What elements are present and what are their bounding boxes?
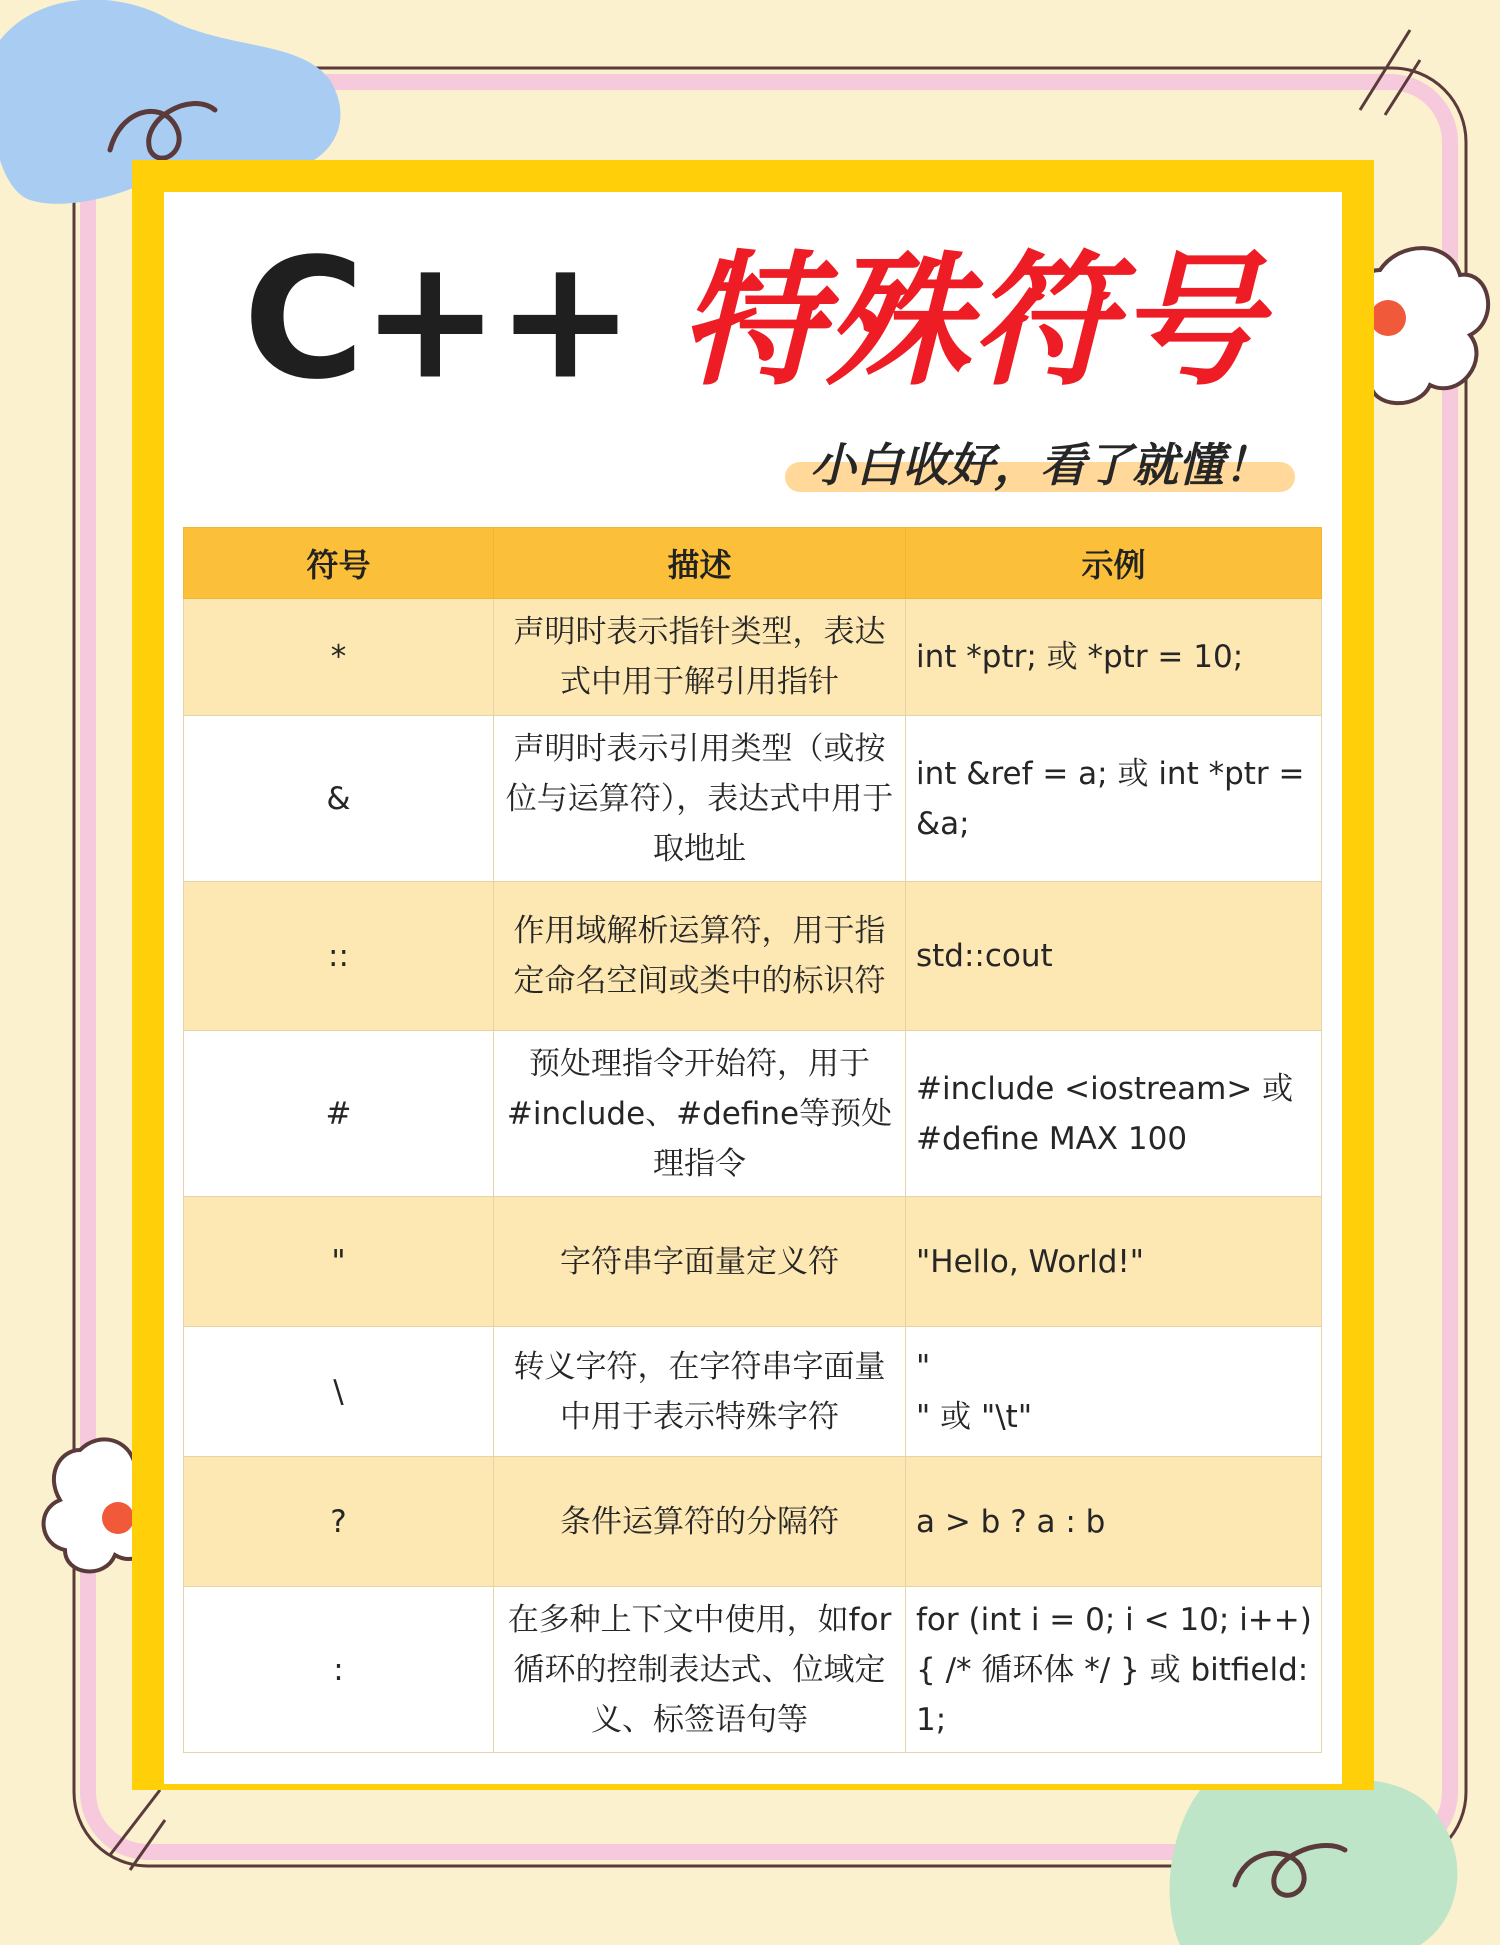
header-symbol: 符号 xyxy=(184,528,494,599)
subtitle: 小白收好，看了就懂！ xyxy=(810,438,1270,492)
description-cell: 预处理指令开始符，用于#include、#define等预处理指令 xyxy=(494,1031,906,1197)
table-row xyxy=(184,882,1322,1031)
title-chinese: 特殊符号 xyxy=(679,236,1264,405)
symbol-cell: * xyxy=(184,599,494,716)
example-cell: for (int i = 0; i < 10; i++) { /* 循环体 */ } 或 bitfield: 1; xyxy=(906,1587,1322,1753)
example-cell: a > b ? a : b xyxy=(906,1457,1322,1587)
symbol-cell: : xyxy=(184,1587,494,1753)
symbol-cell: :: xyxy=(184,882,494,1031)
example-cell: " " 或 "\t" xyxy=(906,1327,1322,1457)
example-cell: int &ref = a; 或 int *ptr = &a; xyxy=(906,716,1322,882)
table-row xyxy=(184,716,1322,882)
page-title xyxy=(164,223,1342,417)
header-example: 示例 xyxy=(906,528,1322,599)
table-row xyxy=(184,1457,1322,1587)
table-row xyxy=(184,1587,1322,1753)
description-cell: 字符串字面量定义符 xyxy=(494,1197,906,1327)
table-row xyxy=(184,1031,1322,1197)
table-row xyxy=(184,1327,1322,1457)
symbol-cell: \ xyxy=(184,1327,494,1457)
symbol-cell: ? xyxy=(184,1457,494,1587)
description-cell: 作用域解析运算符，用于指定命名空间或类中的标识符 xyxy=(494,882,906,1031)
symbols-table xyxy=(183,527,1322,1753)
header-description: 描述 xyxy=(494,528,906,599)
description-cell: 声明时表示引用类型（或按位与运算符），表达式中用于取地址 xyxy=(494,716,906,882)
example-cell: int *ptr; 或 *ptr = 10; xyxy=(906,599,1322,716)
description-cell: 条件运算符的分隔符 xyxy=(494,1457,906,1587)
description-cell: 声明时表示指针类型，表达式中用于解引用指针 xyxy=(494,599,906,716)
table-row xyxy=(184,1197,1322,1327)
title-code: C++ xyxy=(242,223,631,417)
example-cell: std::cout xyxy=(906,882,1322,1031)
symbol-cell: & xyxy=(184,716,494,882)
example-cell: "Hello, World!" xyxy=(906,1197,1322,1327)
symbol-cell: # xyxy=(184,1031,494,1197)
example-cell: #include <iostream> 或 #define MAX 100 xyxy=(906,1031,1322,1197)
table-header-row xyxy=(184,528,1322,599)
subtitle-container xyxy=(785,432,1295,502)
description-cell: 转义字符，在字符串字面量中用于表示特殊字符 xyxy=(494,1327,906,1457)
green-blob xyxy=(1170,1764,1458,1945)
description-cell: 在多种上下文中使用，如for循环的控制表达式、位域定义、标签语句等 xyxy=(494,1587,906,1753)
table-row xyxy=(184,599,1322,716)
symbol-cell: " xyxy=(184,1197,494,1327)
